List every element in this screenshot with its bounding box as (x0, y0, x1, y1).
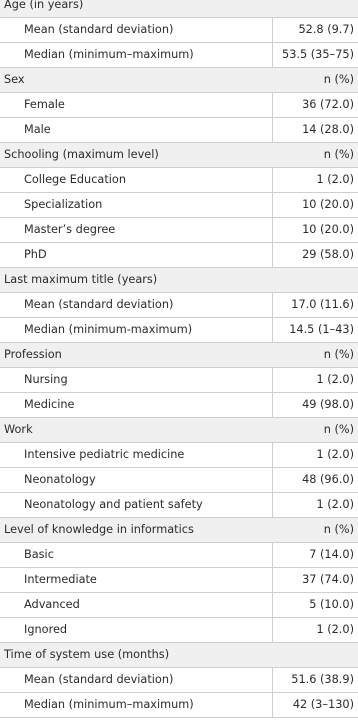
section-header-row (0, 268, 358, 293)
section-unit: n (%) (323, 423, 354, 436)
section-header-row (0, 0, 358, 18)
row-label: Master’s degree (24, 223, 116, 236)
row-value: 14.5 (1–43) (272, 318, 358, 342)
section-unit (272, 643, 358, 667)
row-label: Nursing (24, 373, 68, 386)
row-value: 1 (2.0) (272, 443, 358, 467)
row-label: Neonatology (24, 473, 96, 486)
table-row (0, 18, 358, 43)
section-label: Work (4, 423, 33, 436)
section-label: Last maximum title (years) (4, 273, 158, 286)
section-unit: n (%) (323, 348, 354, 361)
table-row (0, 168, 358, 193)
row-label: Male (24, 123, 51, 136)
section-label: Profession (4, 348, 62, 361)
row-label: Median (minimum–maximum) (24, 48, 194, 61)
row-value: 14 (28.0) (272, 118, 358, 142)
section-unit (272, 0, 358, 17)
section-label: Sex (4, 73, 25, 86)
section-header-row (0, 68, 358, 93)
table-row (0, 393, 358, 418)
table-row (0, 293, 358, 318)
table-row (0, 43, 358, 68)
table-row (0, 443, 358, 468)
row-label: Specialization (24, 198, 103, 211)
table-row (0, 243, 358, 268)
row-label: College Education (24, 173, 126, 186)
section-label: Schooling (maximum level) (4, 148, 159, 161)
row-value: 53.5 (35–75) (272, 43, 358, 67)
section-unit: n (%) (323, 523, 354, 536)
section-label: Age (in years) (4, 0, 84, 11)
table-row (0, 693, 358, 718)
section-header-row (0, 143, 358, 168)
row-value: 17.0 (11.6) (272, 293, 358, 317)
table-row (0, 568, 358, 593)
row-label: Median (minimum-maximum) (24, 323, 193, 336)
row-value: 1 (2.0) (272, 618, 358, 642)
table-row (0, 368, 358, 393)
section-label: Time of system use (months) (4, 648, 170, 661)
row-value: 37 (74.0) (272, 568, 358, 592)
section-header-row (0, 343, 358, 368)
row-value: 1 (2.0) (272, 368, 358, 392)
section-unit (272, 268, 358, 292)
table-row (0, 93, 358, 118)
table-row (0, 493, 358, 518)
row-label: Neonatology and patient safety (24, 498, 203, 511)
row-label: Ignored (24, 623, 68, 636)
table-row (0, 543, 358, 568)
row-value: 1 (2.0) (272, 493, 358, 517)
section-header-row (0, 418, 358, 443)
row-label: Mean (standard deviation) (24, 23, 174, 36)
row-label: Mean (standard deviation) (24, 673, 174, 686)
row-value: 5 (10.0) (272, 593, 358, 617)
table-row (0, 193, 358, 218)
row-value: 1 (2.0) (272, 168, 358, 192)
row-label: PhD (24, 248, 47, 261)
table-row (0, 593, 358, 618)
row-value: 10 (20.0) (272, 193, 358, 217)
row-label: Advanced (24, 598, 80, 611)
table-row (0, 668, 358, 693)
row-value: 52.8 (9.7) (272, 18, 358, 42)
row-label: Intermediate (24, 573, 97, 586)
section-header-row (0, 518, 358, 543)
section-unit: n (%) (323, 73, 354, 86)
row-label: Female (24, 98, 65, 111)
table-row (0, 218, 358, 243)
row-value: 51.6 (38.9) (272, 668, 358, 692)
table-row (0, 118, 358, 143)
row-value: 29 (58.0) (272, 243, 358, 267)
row-value: 48 (96.0) (272, 468, 358, 492)
section-label: Level of knowledge in informatics (4, 523, 194, 536)
row-label: Mean (standard deviation) (24, 298, 174, 311)
row-label: Median (minimum–maximum) (24, 698, 194, 711)
row-label: Medicine (24, 398, 75, 411)
table-row (0, 618, 358, 643)
table-row (0, 468, 358, 493)
row-value: 36 (72.0) (272, 93, 358, 117)
row-label: Intensive pediatric medicine (24, 448, 185, 461)
table-row (0, 318, 358, 343)
section-header-row (0, 643, 358, 668)
row-value: 42 (3–130) (272, 693, 358, 717)
row-value: 10 (20.0) (272, 218, 358, 242)
row-value: 49 (98.0) (272, 393, 358, 417)
section-unit: n (%) (323, 148, 354, 161)
row-value: 7 (14.0) (272, 543, 358, 567)
row-label: Basic (24, 548, 54, 561)
